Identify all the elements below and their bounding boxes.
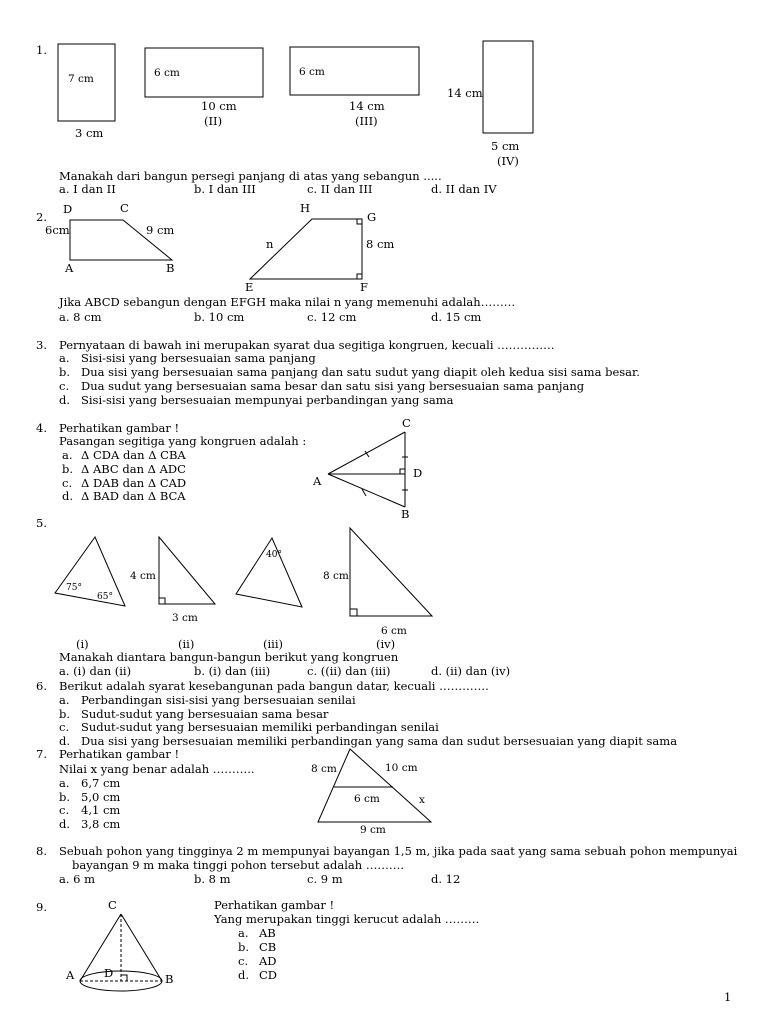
question-9-option-c[interactable]: AD (259, 954, 277, 968)
question-5-option-a[interactable]: a. (i) dan (ii) (59, 664, 132, 678)
question-5-option-b[interactable]: b. (i) dan (iii) (194, 664, 271, 678)
trap1-label-d: D (63, 202, 73, 216)
trap2-label-g: G (367, 210, 377, 224)
question-1-option-d[interactable]: d. II dan IV (431, 182, 497, 196)
question-9-option-d-letter: d. (238, 968, 250, 982)
triangle-iv-side-8cm: 8 cm (323, 570, 349, 582)
question-7-intro: Perhatikan gambar ! (59, 747, 180, 761)
trap1-label-c: C (120, 201, 129, 215)
q7-base-label: 9 cm (360, 824, 386, 836)
question-5-option-d[interactable]: d. (ii) dan (iv) (431, 664, 511, 678)
question-6-option-a[interactable]: Perbandingan sisi-sisi yang bersesuaian senilai (81, 693, 356, 707)
q9-label-b: B (165, 972, 174, 986)
question-1-option-a[interactable]: a. I dan II (59, 182, 116, 196)
q7-x-label: x (419, 794, 425, 806)
q7-left-label: 8 cm (311, 763, 337, 775)
question-3-text: Pernyataan di bawah ini merupakan syarat dua segitiga kongruen, kecuali …………… (59, 338, 555, 352)
question-3-option-b-letter: b. (59, 365, 71, 379)
question-8-number: 8. (36, 844, 47, 858)
question-8-text-line2: bayangan 9 m maka tinggi pohon tersebut adalah ………. (72, 858, 404, 872)
question-3-option-c[interactable]: Dua sudut yang bersesuaian sama besar dan satu sisi yang bersesuaian sama panjang (81, 379, 585, 393)
rect-iii-roman-label: (III) (355, 114, 378, 128)
question-6-number: 6. (36, 679, 47, 693)
question-3-option-d[interactable]: Sisi-sisi yang bersesuaian mempunyai perbandingan yang sama (81, 393, 454, 407)
question-4-option-d[interactable]: Δ BAD dan Δ BCA (81, 489, 186, 503)
triangle-iii-angle-40: 40° (266, 550, 282, 560)
rect-i-bottom-label: 3 cm (75, 126, 104, 140)
question-9-intro: Perhatikan gambar ! (214, 898, 335, 912)
question-9-option-a[interactable]: AB (259, 926, 276, 940)
question-7-option-b-letter: b. (59, 790, 71, 804)
rect-iii-side-label: 6 cm (299, 66, 325, 78)
question-7-option-a-letter: a. (59, 776, 70, 790)
triangle-ii-side-4cm: 4 cm (130, 570, 156, 582)
question-6-option-c[interactable]: Sudut-sudut yang bersesuaian memiliki perbandingan senilai (81, 720, 439, 734)
rect-ii-roman-label: (II) (204, 114, 223, 128)
question-6-text: Berikut adalah syarat kesebangunan pada bangun datar, kecuali …………. (59, 679, 489, 693)
triangle-i-angle-75: 75° (66, 583, 82, 593)
question-9-number: 9. (36, 900, 47, 914)
question-4-option-b[interactable]: Δ ABC dan Δ ADC (81, 462, 186, 476)
question-3-option-d-letter: d. (59, 393, 71, 407)
question-9-option-d[interactable]: CD (259, 968, 278, 982)
q9-label-c: C (108, 898, 117, 912)
question-4-option-c[interactable]: Δ DAB dan Δ CAD (81, 476, 187, 490)
question-2-option-d[interactable]: d. 15 cm (431, 310, 482, 324)
question-7-option-c-letter: c. (59, 803, 70, 817)
question-4-option-d-letter: d. (62, 489, 74, 503)
q4-label-b: B (401, 507, 410, 521)
trap1-label-b: B (166, 261, 175, 275)
question-5-number: 5. (36, 516, 47, 530)
triangle-ii-side-3cm: 3 cm (172, 612, 198, 624)
question-2-option-c[interactable]: c. 12 cm (307, 310, 357, 324)
question-4-option-c-letter: c. (62, 476, 73, 490)
question-4-number: 4. (36, 421, 47, 435)
question-9-option-b[interactable]: CB (259, 940, 277, 954)
question-7-option-d-letter: d. (59, 817, 71, 831)
triangle-iv-side-6cm: 6 cm (381, 625, 407, 637)
trap2-label-h: H (300, 201, 311, 215)
rect-i-side-label: 7 cm (68, 73, 94, 85)
question-7-option-a[interactable]: 6,7 cm (81, 776, 121, 790)
question-2-number: 2. (36, 210, 47, 224)
question-6-option-d-letter: d. (59, 734, 71, 748)
question-8-option-a[interactable]: a. 6 m (59, 872, 96, 886)
question-1-text: Manakah dari bangun persegi panjang di atas yang sebangun ..... (59, 169, 442, 183)
question-2-text: Jika ABCD sebangun dengan EFGH maka nilai n yang memenuhi adalah……… (59, 295, 516, 309)
trap2-label-f: F (360, 280, 368, 294)
question-2-option-b[interactable]: b. 10 cm (194, 310, 245, 324)
q9-label-a: A (66, 968, 75, 982)
q4-label-a: A (313, 474, 322, 488)
question-6-option-a-letter: a. (59, 693, 70, 707)
triangle-label-ii: (ii) (178, 637, 195, 651)
question-7-option-b[interactable]: 5,0 cm (81, 790, 121, 804)
rect-iv-roman-label: (IV) (497, 154, 519, 168)
question-3-option-b[interactable]: Dua sisi yang bersesuaian sama panjang dan satu sudut yang diapit oleh kedua sisi sama besar. (81, 365, 640, 379)
question-8-option-c[interactable]: c. 9 m (307, 872, 343, 886)
question-6-option-c-letter: c. (59, 720, 70, 734)
page-number: 1 (724, 990, 732, 1004)
question-4-option-a-letter: a. (62, 448, 73, 462)
question-3-number: 3. (36, 338, 47, 352)
trap2-slant-label: n (266, 237, 274, 251)
rect-iv-bottom-label: 5 cm (491, 139, 520, 153)
question-3-option-a[interactable]: Sisi-sisi yang bersesuaian sama panjang (81, 351, 316, 365)
question-7-option-d[interactable]: 3,8 cm (81, 817, 121, 831)
triangle-label-iii: (iii) (263, 637, 284, 651)
q4-label-c: C (402, 416, 411, 430)
question-4-text: Pasangan segitiga yang kongruen adalah : (59, 434, 307, 448)
q7-right-label: 10 cm (385, 762, 418, 774)
question-9-option-c-letter: c. (238, 954, 249, 968)
trap1-left-label: 6cm (45, 223, 70, 237)
question-6-option-b[interactable]: Sudut-sudut yang bersesuaian sama besar (81, 707, 329, 721)
question-6-option-d[interactable]: Dua sisi yang bersesuaian memiliki perbandingan yang sama dan sudut bersesuaian yang diapit sama (81, 734, 678, 748)
question-8-text-line1: Sebuah pohon yang tingginya 2 m mempunyai bayangan 1,5 m, jika pada saat yang sama sebuah pohon mempunyai (59, 844, 738, 858)
question-5-text: Manakah diantara bangun-bangun berikut yang kongruen (59, 650, 399, 664)
q4-label-d: D (413, 466, 423, 480)
trap1-label-a: A (65, 261, 74, 275)
question-3-option-c-letter: c. (59, 379, 70, 393)
question-6-option-b-letter: b. (59, 707, 71, 721)
triangle-label-i: (i) (76, 637, 89, 651)
question-1-option-c[interactable]: c. II dan III (307, 182, 373, 196)
question-9-text: Yang merupakan tinggi kerucut adalah ……… (214, 912, 480, 926)
question-2-option-a[interactable]: a. 8 cm (59, 310, 102, 324)
question-9-option-b-letter: b. (238, 940, 250, 954)
q9-label-d: D (104, 966, 114, 980)
trap2-right-label: 8 cm (366, 237, 395, 251)
question-7-option-c[interactable]: 4,1 cm (81, 803, 121, 817)
question-4-option-b-letter: b. (62, 462, 74, 476)
question-4-intro: Perhatikan gambar ! (59, 421, 180, 435)
question-7-text: Nilai x yang benar adalah ……….. (59, 762, 255, 776)
triangle-label-iv: (iv) (376, 637, 396, 651)
triangle-i-angle-65: 65° (97, 592, 113, 602)
question-1-option-b[interactable]: b. I dan III (194, 182, 256, 196)
question-8-option-d[interactable]: d. 12 (431, 872, 461, 886)
rect-ii-bottom-label: 10 cm (201, 99, 237, 113)
question-8-option-b[interactable]: b. 8 m (194, 872, 231, 886)
question-3-option-a-letter: a. (59, 351, 70, 365)
question-9-option-a-letter: a. (238, 926, 249, 940)
question-1-number: 1. (36, 43, 47, 57)
question-7-number: 7. (36, 747, 47, 761)
rect-iv-side-label: 14 cm (447, 86, 483, 100)
trap2-label-e: E (245, 280, 254, 294)
rect-iii-bottom-label: 14 cm (349, 99, 385, 113)
trap1-slant-label: 9 cm (146, 223, 175, 237)
question-5-option-c[interactable]: c. ((ii) dan (iii) (307, 664, 391, 678)
q7-mid-label: 6 cm (354, 793, 380, 805)
rect-ii-side-label: 6 cm (154, 67, 180, 79)
question-4-option-a[interactable]: Δ CDA dan Δ CBA (81, 448, 186, 462)
